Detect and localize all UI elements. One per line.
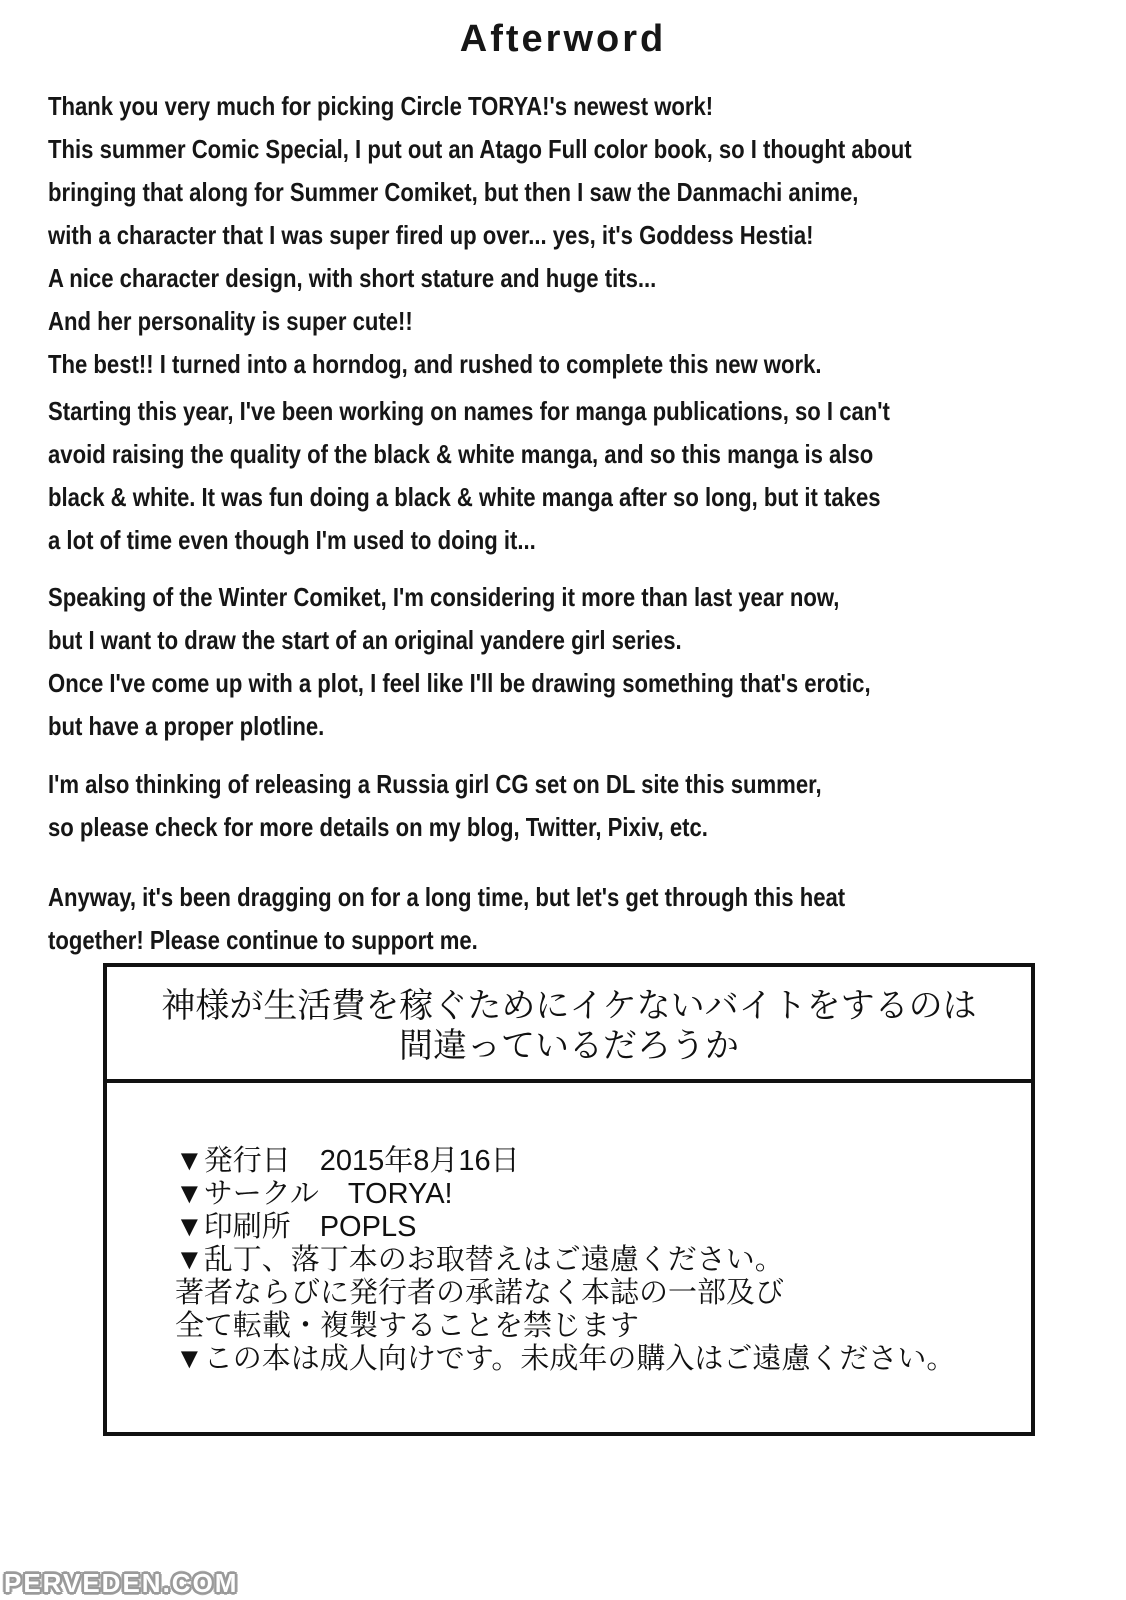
text-line: bringing that along for Summer Comiket, but then I saw the Danmachi anime,	[48, 177, 859, 207]
text-line: Thank you very much for picking Circle TORYA!'s newest work!	[48, 91, 714, 121]
paragraph-closing	[48, 876, 949, 962]
text-line: Anyway, it's been dragging on for a long time, but let's get through this heat	[48, 882, 846, 912]
text-line: The best!! I turned into a horndog, and rushed to complete this new work.	[48, 349, 822, 379]
colophon-publish-date: ▼発行日 2015年8月16日	[175, 1145, 520, 1177]
page-title: Afterword	[459, 18, 667, 60]
text-line: Once I've come up with a plot, I feel like I'll be drawing something that's erotic,	[48, 668, 871, 698]
colophon-adult-notice: ▼この本は成人向けです。未成年の購入はご遠慮ください。	[175, 1343, 956, 1375]
colophon-notice-line: 全て転載・複製することを禁じます	[175, 1310, 640, 1342]
text-line: Starting this year, I've been working on names for manga publications, so I can't	[48, 396, 890, 426]
colophon-lines	[175, 1145, 955, 1376]
text-line: black & white. It was fun doing a black & white manga after so long, but it takes	[48, 482, 881, 512]
text-line: This summer Comic Special, I put out an Atago Full color book, so I thought about	[48, 134, 912, 164]
japanese-title-line: 神様が生活費を稼ぐためにイケないバイトをするのは	[161, 987, 977, 1025]
text-line: but have a proper plotline.	[48, 711, 325, 741]
paragraph-winter-comiket	[48, 576, 949, 748]
watermark: PERVEDEN.COM	[4, 1568, 239, 1598]
colophon-notice-line: ▼乱丁、落丁本のお取替えはご遠慮ください。	[175, 1244, 784, 1276]
text-line: a lot of time even though I'm used to doing it...	[48, 525, 536, 555]
paragraph-manga-names	[48, 390, 949, 562]
colophon-circle: ▼サークル TORYA!	[175, 1178, 453, 1210]
text-line: And her personality is super cute!!	[48, 306, 413, 336]
text-line: I'm also thinking of releasing a Russia girl CG set on DL site this summer,	[48, 769, 822, 799]
japanese-title-line: 間違っているだろうか	[399, 1027, 739, 1065]
text-line: but I want to draw the start of an original yandere girl series.	[48, 625, 682, 655]
paragraph-thanks	[48, 85, 949, 386]
paragraph-cg-set	[48, 763, 949, 849]
text-line: avoid raising the quality of the black & white manga, and so this manga is also	[48, 439, 874, 469]
text-line: with a character that I was super fired up over... yes, it's Goddess Hestia!	[48, 220, 814, 250]
japanese-title-box	[103, 963, 1035, 1083]
text-line: A nice character design, with short stature and huge tits...	[48, 263, 657, 293]
colophon-printer: ▼印刷所 POPLS	[175, 1211, 417, 1243]
colophon-notice-line: 著者ならびに発行者の承諾なく本誌の一部及び	[175, 1277, 785, 1309]
text-line: together! Please continue to support me.	[48, 925, 478, 955]
colophon-box	[103, 1079, 1035, 1436]
text-line: Speaking of the Winter Comiket, I'm considering it more than last year now,	[48, 582, 840, 612]
text-line: so please check for more details on my blog, Twitter, Pixiv, etc.	[48, 812, 708, 842]
